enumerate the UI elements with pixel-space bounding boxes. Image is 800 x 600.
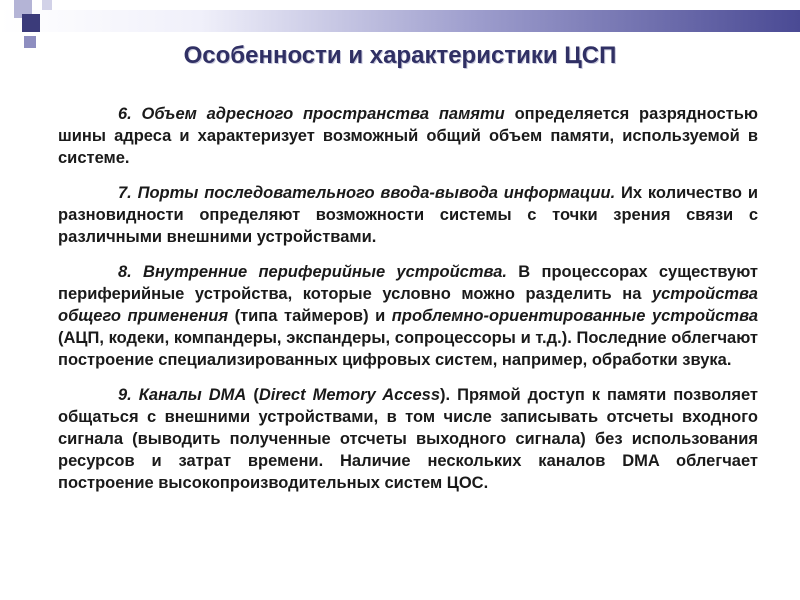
paragraph-heading: 7. Порты последовательного ввода-вывода информации. [118, 184, 616, 202]
paragraph-text: определяется разрядностью шины адреса и характеризует возможный общий объем памяти, используемой в системе. [58, 105, 758, 167]
paragraph-text: ( [246, 386, 259, 404]
header-gradient-bar [0, 10, 800, 32]
paragraph-heading: 9. Каналы DMA [118, 386, 247, 404]
decor-square [22, 14, 40, 32]
paragraph-emphasis: Direct Memory Access [258, 386, 441, 404]
paragraph-address-space [58, 103, 758, 169]
paragraph-peripherals [58, 261, 758, 371]
paragraph-heading: 8. Внутренние периферийные устройства. [118, 263, 508, 281]
paragraph-heading: 6. Объем адресного пространства памяти [118, 105, 505, 123]
paragraph-serial-ports [58, 182, 758, 248]
slide-body [58, 103, 758, 507]
paragraph-emphasis: устройства общего применения [58, 285, 758, 325]
slide-title: Особенности и характеристики ЦСП [183, 42, 617, 69]
paragraph-emphasis: проблемно-ориентированные устройства [391, 307, 758, 325]
paragraph-text: Их количество и разновидности определяют возможности системы с точки зрения связи с различными внешними устройствами. [58, 184, 758, 246]
paragraph-text: В процессорах существуют периферийные устройства, которые условно можно разделить на [58, 263, 759, 303]
paragraph-text: (типа таймеров) и [228, 307, 392, 325]
paragraph-text: ). Прямой доступ к памяти позволяет общаться с внешними устройствами, в том числе записывать отсчеты входного сигнала (выводить полученные отсчеты выходного сигнала) без использования ресурсов и затрат времени. Наличие нескольких каналов DMA облегчает построение высокопроизводительных систем ЦОС. [58, 386, 758, 492]
decor-square [42, 0, 52, 10]
paragraph-text: (АЦП, кодеки, компандеры, экспандеры, сопроцессоры и т.д.). Последние облегчают построение специализированных цифровых систем, например, обработки звука. [58, 329, 758, 369]
paragraph-dma [58, 384, 758, 494]
